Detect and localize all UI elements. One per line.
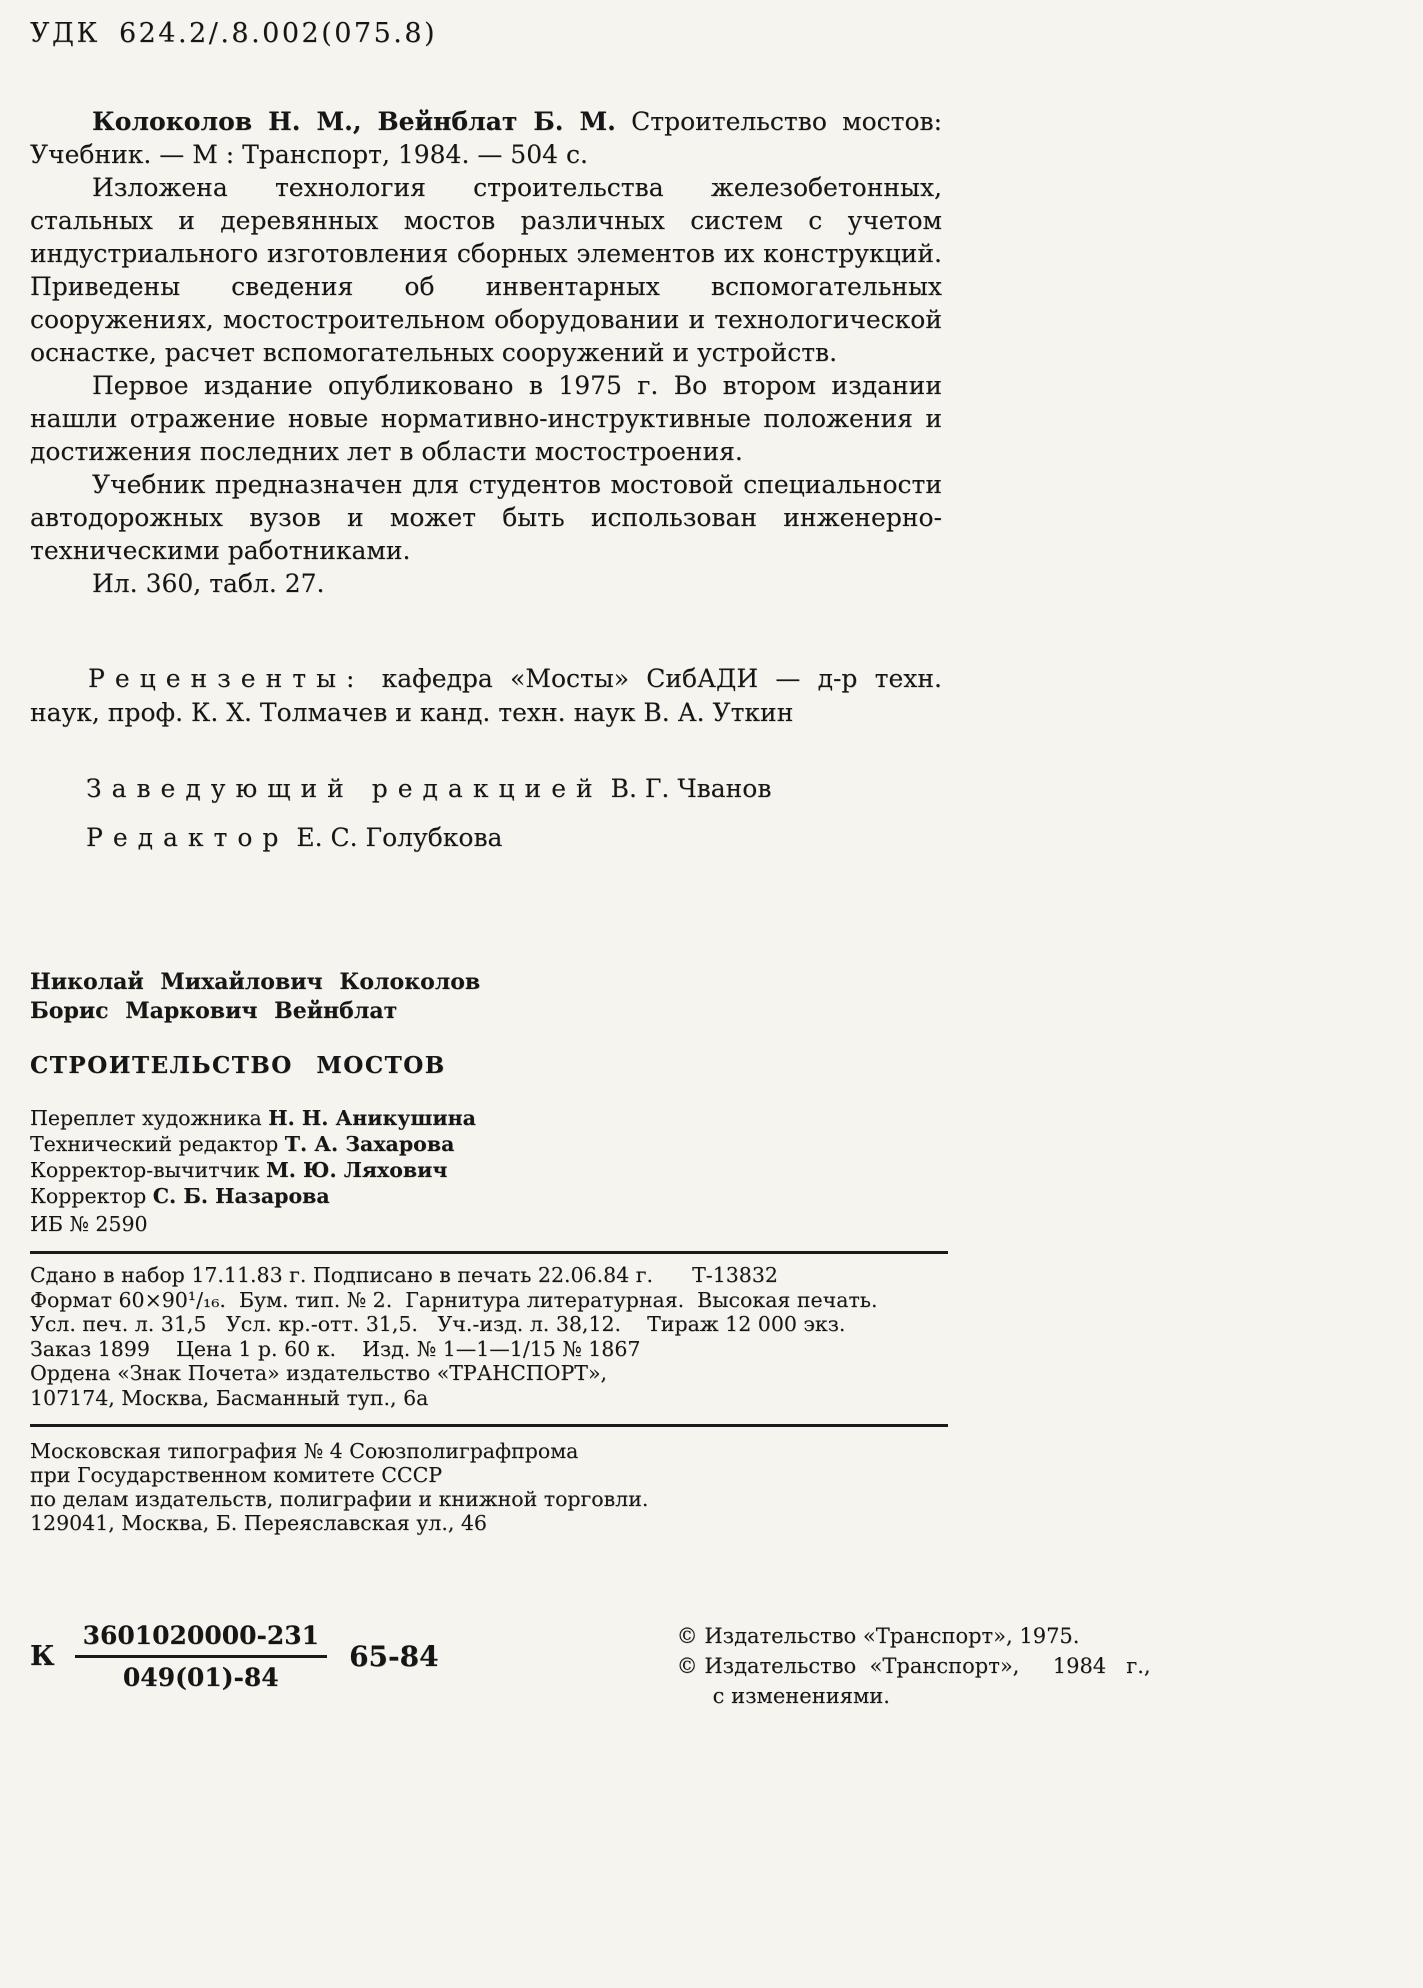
imprint-line: Формат 60×90¹/₁₆. Бум. тип. № 2. Гарнитура литературная. Высокая печать. (30, 1287, 878, 1312)
credit-label: Технический редактор (30, 1132, 285, 1156)
imprint-line: Ордена «Знак Почета» издательство «ТРАНСПОРТ», (30, 1361, 608, 1385)
credit-label: Переплет художника (30, 1106, 269, 1130)
authors-full-block (30, 968, 942, 1026)
printer-line: при Государственном комитете СССР (30, 1463, 443, 1487)
imprint-line: Заказ 1899 Цена 1 р. 60 к. Изд. № 1—1—1/15 № 1867 (30, 1336, 641, 1361)
catalog-fraction (75, 1621, 328, 1692)
credit-name: Т. А. Захарова (284, 1132, 455, 1156)
printer-block (30, 1439, 942, 1535)
copyright-block (677, 1621, 1151, 1711)
annotation-bibliographic-line (30, 105, 942, 171)
imprint-block (30, 1263, 942, 1410)
reviewers-line (30, 662, 942, 730)
author-full-name: Борис Маркович Вейнблат (30, 998, 398, 1024)
credit-label: Корректор-вычитчик (30, 1158, 267, 1182)
ib-number: ИБ № 2590 (30, 1212, 148, 1236)
credit-line (30, 1183, 942, 1209)
credit-line (30, 1105, 942, 1131)
copyright-line: © Издательство «Транспорт», 1975. (676, 1624, 1080, 1648)
editorial-editor-line (30, 823, 942, 852)
editorial-head-line (30, 774, 942, 803)
printer-line: Московская типография № 4 Союзполиграфпрома (30, 1439, 579, 1463)
catalog-prefix: К (30, 1641, 55, 1672)
udk-number: УДК 624.2/.8.002(075.8) (30, 18, 438, 49)
editorial-editor-name: Е. С. Голубкова (288, 823, 503, 852)
catalog-numerator: 3601020000-231 (75, 1621, 328, 1658)
bottom-row (30, 1621, 1423, 1711)
reviewers-label: Рецензенты: (88, 664, 365, 693)
divider-rule-bottom (30, 1424, 948, 1427)
imprint-line: Усл. печ. л. 31,5 Усл. кр.-отт. 31,5. Уч.-изд. л. 38,12. Тираж 12 000 экз. (30, 1312, 846, 1336)
annotation-illustrations-note: Ил. 360, табл. 27. (92, 569, 325, 598)
annotation-block (30, 105, 942, 600)
printer-line: по делам издательств, полиграфии и книжной торговли. (30, 1487, 649, 1511)
book-title: СТРОИТЕЛЬСТВО МОСТОВ (30, 1052, 446, 1079)
divider-rule-top (30, 1251, 948, 1254)
author-full-name: Николай Михайлович Колоколов (30, 969, 481, 995)
credit-name: М. Ю. Ляхович (266, 1158, 448, 1182)
credit-name: С. Б. Назарова (152, 1184, 330, 1208)
annotation-authors: Колоколов Н. М., Вейнблат Б. М. (92, 107, 616, 136)
imprint-line: Сдано в набор 17.11.83 г. Подписано в печать 22.06.84 г. Т-13832 (30, 1263, 778, 1287)
credit-line (30, 1131, 942, 1157)
catalog-denominator: 049(01)-84 (122, 1663, 279, 1692)
copyright-line: © Издательство «Транспорт», 1984 г., (676, 1654, 1151, 1678)
annotation-abstract-1: Изложена технология строительства железобетонных, стальных и деревянных мостов различных систем с учетом индустриального изготовления сборных элементов их конструкций. Приведены сведения об инвентарных вспомогательных сооружениях, мостостроительном оборудовании и технологической оснастке, расчет вспомогательных сооружений и устройств. (30, 173, 942, 367)
editorial-editor-label: Редактор (86, 823, 289, 852)
editorial-head-label: Заведующий редакцией (86, 774, 603, 803)
editorial-block (30, 774, 942, 852)
reviewers-text: кафедра «Мосты» СибАДИ — д-р техн. наук, проф. К. Х. Толмачев и канд. техн. наук В. А. Уткин (30, 664, 942, 727)
copyright-line: с изменениями. (712, 1684, 890, 1708)
catalog-suffix: 65-84 (349, 1640, 439, 1673)
credit-label: Корректор (30, 1184, 153, 1208)
printer-line: 129041, Москва, Б. Переяславская ул., 46 (30, 1511, 487, 1535)
credits-list (30, 1105, 942, 1237)
credit-line (30, 1157, 942, 1183)
imprint-line: 107174, Москва, Басманный туп., 6а (30, 1385, 429, 1410)
annotation-abstract-2: Первое издание опубликовано в 1975 г. Во втором издании нашли отражение новые нормативно-инструктивные положения и достижения последних лет в области мостостроения. (30, 371, 942, 466)
annotation-title: Строительство мостов: Учебник. — М : Транспорт, 1984. — 504 с. (30, 107, 943, 169)
catalog-code (30, 1621, 439, 1692)
annotation-abstract-3: Учебник предназначен для студентов мостовой специальности автодорожных вузов и может быть использован инженерно-техническими работниками. (30, 470, 942, 565)
editorial-head-name: В. Г. Чванов (602, 774, 772, 803)
credit-name: Н. Н. Аникушина (268, 1106, 476, 1130)
